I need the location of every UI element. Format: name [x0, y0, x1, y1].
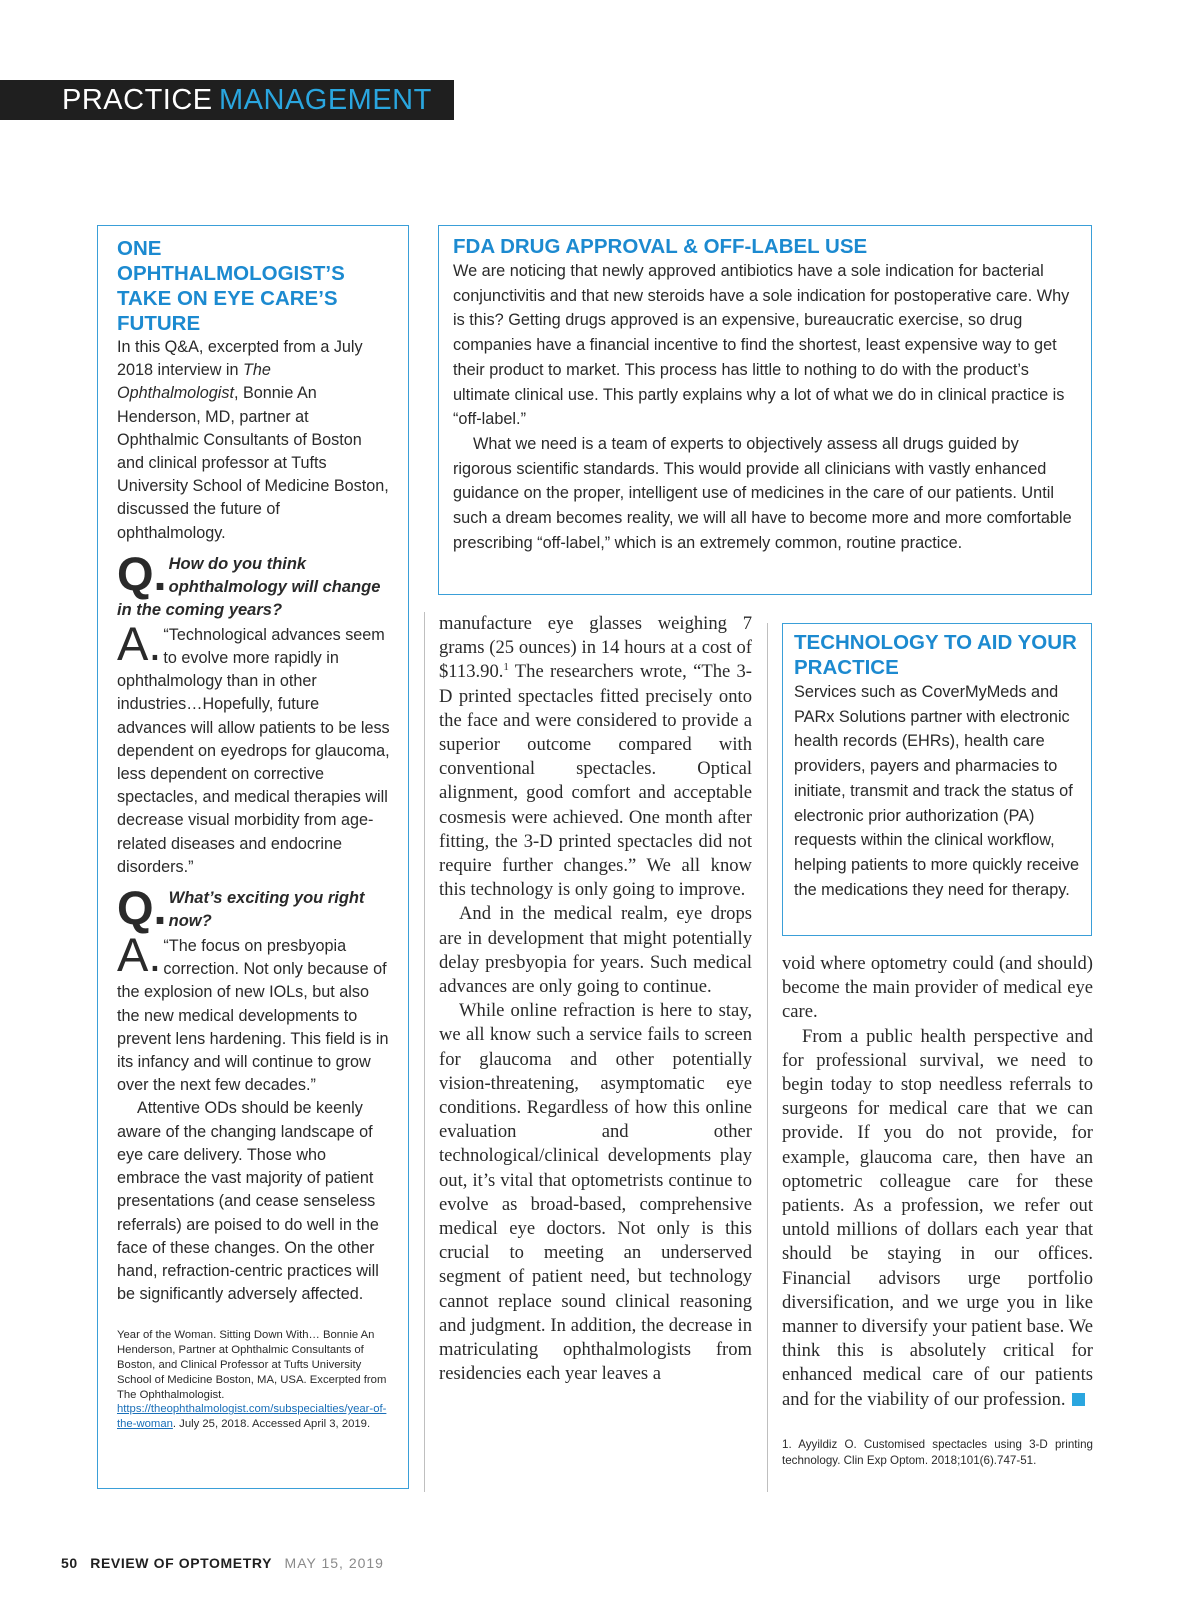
sidebar-intro	[117, 336, 391, 545]
citation-superscript: 1	[503, 661, 509, 674]
a-marker: A.	[117, 616, 162, 670]
tech-box	[782, 623, 1092, 936]
sidebar-intro-publication: The Ophthalmologist	[117, 361, 271, 403]
right-paragraph-1: void where optometry could (and should) become the main provider of medical eye care.	[782, 953, 1093, 1023]
mid-paragraph-1-part1: manufacture eye glasses weighing 7 grams (25 ounces) in 14 hours at a cost of $113.90.	[439, 613, 752, 683]
a-marker: A.	[117, 928, 162, 982]
q-marker: Q.	[117, 881, 167, 935]
sidebar-closing: Attentive ODs should be keenly aware of the changing landscape of eye care delivery. Those who embrace the vast majority of patient presentations (and cease senseless referrals) are poised to do well in the face of these changes. On the other hand, refraction-centric practices will be significantly adversely affected.	[117, 1099, 379, 1304]
answer-2	[117, 928, 391, 1097]
sidebar-intro-part1: In this Q&A, excerpted from a July 2018 interview in	[117, 338, 363, 380]
section-label-practice: PRACTICE	[62, 84, 213, 116]
tech-box-body: Services such as CoverMyMeds and PARx Solutions partner with electronic health records (EHRs), health care providers, payers and pharmacies to initiate, transmit and track the status of electronic prior authorization (PA) requests within the clinical workflow, helping patients to more quickly receive the medications they need for therapy.	[794, 683, 1080, 899]
right-paragraph-2	[782, 1025, 1093, 1412]
sidebar-intro-part2: , Bonnie An Henderson, MD, partner at Ophthalmic Consultants of Boston and clinical professor at Tufts University School of Medicine Boston, discussed the future of ophthalmology.	[117, 384, 389, 542]
q-marker: Q.	[117, 546, 167, 600]
answer-2-text: “The focus on presbyopia correction. Not only because of the explosion of new IOLs, but also the new medical developments to prevent lens hardening. This field is in its infancy and will continue to grow over the next few decades.”	[117, 937, 389, 1095]
fda-box-title: FDA DRUG APPROVAL & OFF-LABEL USE	[453, 235, 868, 258]
mid-paragraph-2: And in the medical realm, eye drops are in development that might potentially delay presbyopia for years. Such medical advances are only going to continue.	[439, 903, 752, 998]
section-label-management: MANAGEMENT	[219, 84, 432, 116]
footnote: 1. Ayyildiz O. Customised spectacles using 3-D printing technology. Clin Exp Optom. 2018;101(6).747-51.	[782, 1438, 1093, 1467]
sidebar-title: ONE OPHTHALMOLOGIST’S TAKE ON EYE CARE’S FUTURE	[117, 237, 345, 335]
page-footer	[61, 1555, 384, 1571]
fda-paragraph-2: What we need is a team of experts to objectively assess all drugs guided by rigorous scientific standards. This would provide all clinicians with vastly enhanced guidance on the proper, intelligent use of medicines in the care of our patients. Until such a dream becomes reality, we will all have to become more and more comfortable prescribing “off-label,” which is an extremely common, routine practice.	[453, 434, 1072, 552]
column-rule-left	[424, 612, 425, 1492]
sidebar-box	[97, 225, 409, 1489]
sidebar-reference	[117, 1328, 391, 1432]
page-number: 50	[61, 1555, 78, 1571]
publication-name: REVIEW OF OPTOMETRY	[90, 1555, 273, 1571]
section-banner	[0, 80, 454, 120]
reference-link[interactable]: https://theophthalmologist.com/subspecialties/year-of-the-woman	[117, 1403, 387, 1431]
column-rule-right	[767, 623, 768, 1492]
fda-box	[438, 225, 1092, 595]
mid-paragraph-1-part2: The researchers wrote, “The 3-D printed spectacles fitted precisely onto the face and were considered to provide a superior outcome compared with conventional spectacles. Optical alignment, good comfort and acceptable cosmesis were achieved. One month after fitting, the 3-D printed spectacles did not require further changes.” We all know this technology is only going to improve.	[439, 661, 752, 901]
issue-date: MAY 15, 2019	[284, 1555, 384, 1571]
question-2-text: What’s exciting you right now?	[168, 889, 365, 931]
tech-box-title: TECHNOLOGY TO AID YOUR PRACTICE	[794, 631, 1077, 679]
main-column-right	[782, 952, 1093, 1412]
end-of-article-square-icon	[1072, 1393, 1085, 1406]
reference-end: . July 25, 2018. Accessed April 3, 2019.	[172, 1418, 371, 1431]
question-2	[117, 881, 391, 935]
question-1	[117, 546, 391, 622]
fda-paragraph-1: We are noticing that newly approved antibiotics have a sole indication for bacterial conjunctivitis and that new steroids have a sole indication for postoperative care. Why is this? Getting drugs approved is an expensive, bureaucratic exercise, so drug companies have a financial incentive to find the shortest, least expensive way to get their product to market. This process has little to nothing to do with the product’s ultimate clinical use. This partly explains why a lot of what we do in clinical practice is “off-label.”	[453, 262, 1070, 429]
main-column-middle	[439, 612, 752, 1387]
reference-text: Year of the Woman. Sitting Down With… Bonnie An Henderson, Partner at Ophthalmic Consultants of Boston, and Clinical Professor at Tufts University School of Medicine Boston, MA, USA. Excerpted from The Ophthalmologist.	[117, 1329, 387, 1401]
mid-paragraph-3: While online refraction is here to stay, we all know such a service fails to screen for glaucoma and other potentially vision-threatening, asymptomatic eye conditions. Regardless of how this online evaluation and other technological/clinical developments play out, it’s vital that optometrists continue to evolve as broad-based, comprehensive medical eye doctors. Not only is this crucial to meeting an underserved segment of patient need, but technology cannot replace sound clinical reasoning and judgment. In addition, the decrease in matriculating ophthalmologists from residencies each year leaves a	[439, 1000, 752, 1385]
right-paragraph-2-text: From a public health perspective and for professional survival, we need to begin today to stop needless referrals to surgeons for medical care that we can provide. If you do not provide, for example, glaucoma care, then have an optometric colleague care for these patients. As a profession, we refer out untold millions of dollars each year that should be staying in our offices. Financial advisors urge portfolio diversification, and we urge you in like manner to diversify your patient base. We think this is absolutely critical for enhanced medical care of our patients and for the viability of our profession.	[782, 1025, 1093, 1410]
question-1-text: How do you think ophthalmology will change in the coming years?	[117, 554, 381, 619]
answer-1-text: “Technological advances seem to evolve more rapidly in ophthalmology than in other industries…Hopefully, future advances will allow patients to be less dependent on eyedrops for glaucoma, less dependent on corrective spectacles, and medical therapies will decrease visual morbidity from age-related diseases and endocrine disorders.”	[117, 625, 390, 876]
mid-paragraph-1	[439, 612, 752, 902]
answer-1	[117, 616, 391, 879]
